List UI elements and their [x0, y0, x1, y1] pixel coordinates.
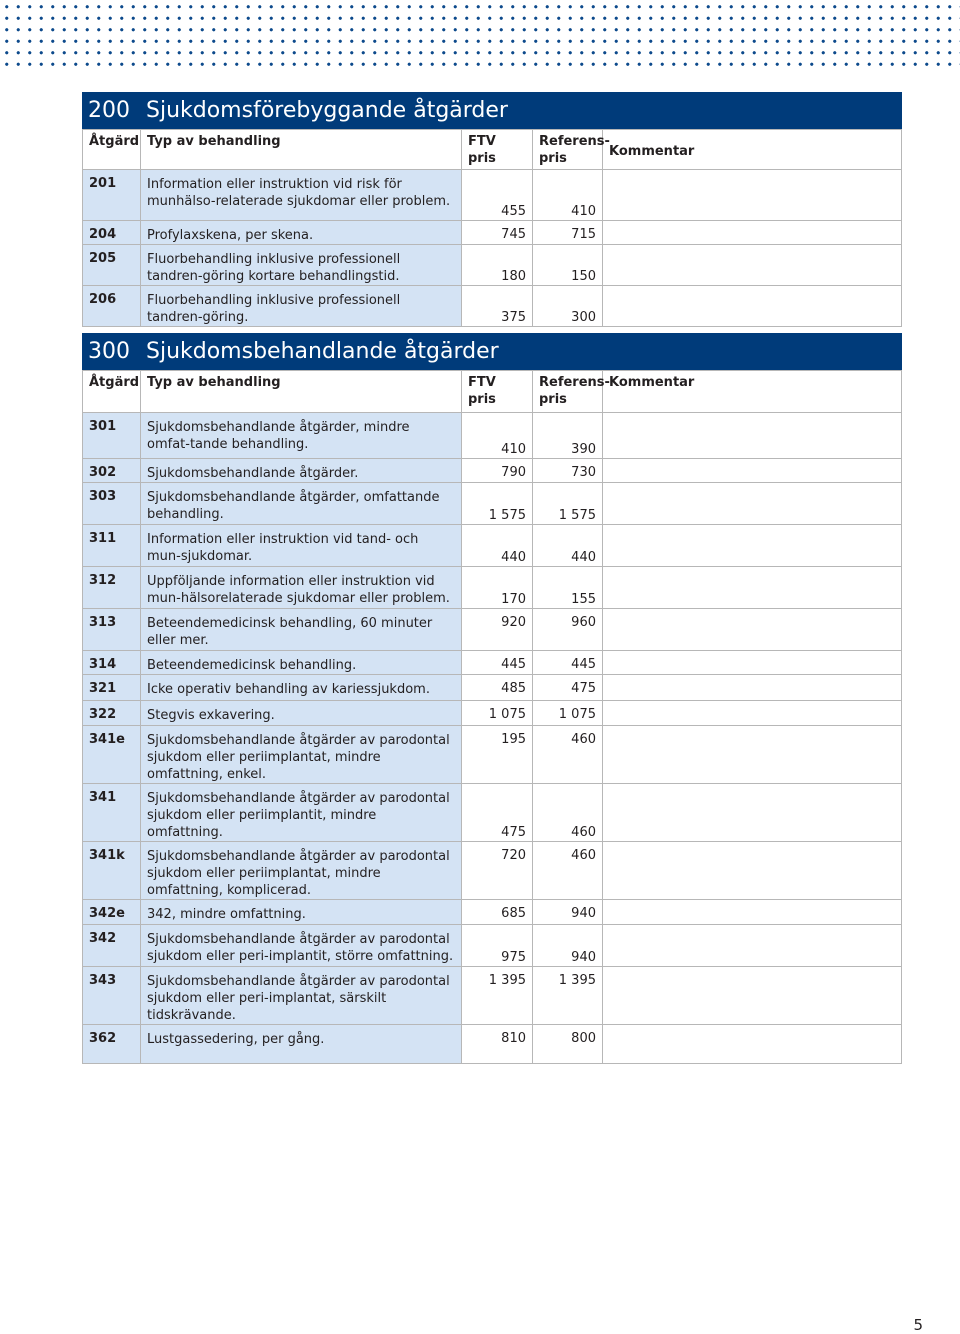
table-row — [83, 842, 902, 900]
row-ftv-price: 375 — [462, 286, 533, 327]
row-description: Sjukdomsbehandlande åtgärder av parodontal sjukdom eller peri-implantat, särskilt tidskrävande. — [141, 967, 462, 1025]
row-ftv-price: 745 — [462, 221, 533, 245]
table-row — [83, 1025, 902, 1064]
row-code: 322 — [83, 701, 141, 726]
row-ftv-price: 195 — [462, 726, 533, 784]
row-description: Beteendemedicinsk behandling, 60 minuter eller mer. — [141, 609, 462, 651]
row-code: 303 — [83, 483, 141, 525]
table-row — [83, 245, 902, 286]
row-ftv-price: 720 — [462, 842, 533, 900]
row-reference-price: 460 — [533, 726, 603, 784]
row-description: Sjukdomsbehandlande åtgärder, omfattande behandling. — [141, 483, 462, 525]
row-reference-price: 155 — [533, 567, 603, 609]
row-code: 341e — [83, 726, 141, 784]
row-comment — [603, 245, 902, 286]
row-code: 204 — [83, 221, 141, 245]
row-description: Sjukdomsbehandlande åtgärder, mindre omfat-tande behandling. — [141, 413, 462, 459]
table-row — [83, 170, 902, 221]
section-header — [82, 92, 902, 129]
table-row — [83, 651, 902, 675]
row-reference-price: 940 — [533, 900, 603, 925]
section-title: Sjukdomsförebyggande åtgärder — [146, 98, 508, 123]
row-reference-price: 410 — [533, 170, 603, 221]
section-title: Sjukdomsbehandlande åtgärder — [146, 339, 499, 364]
row-description: Sjukdomsbehandlande åtgärder av parodontal sjukdom eller periimplantit, mindre omfattning. — [141, 784, 462, 842]
row-comment — [603, 459, 902, 483]
row-comment — [603, 651, 902, 675]
row-comment — [603, 609, 902, 651]
price-table — [82, 370, 902, 1064]
row-description: Sjukdomsbehandlande åtgärder av parodontal sjukdom eller periimplantat, mindre omfattning, enkel. — [141, 726, 462, 784]
row-ftv-price: 455 — [462, 170, 533, 221]
header-desc: Typ av behandling — [141, 130, 462, 170]
section-300 — [82, 333, 902, 1064]
row-reference-price: 475 — [533, 675, 603, 701]
row-ftv-price: 180 — [462, 245, 533, 286]
row-reference-price: 440 — [533, 525, 603, 567]
table-row — [83, 925, 902, 967]
row-code: 201 — [83, 170, 141, 221]
row-code: 321 — [83, 675, 141, 701]
row-description: Uppföljande information eller instruktion vid mun-hälsorelaterade sjukdomar eller problem. — [141, 567, 462, 609]
row-reference-price: 460 — [533, 842, 603, 900]
row-reference-price: 960 — [533, 609, 603, 651]
row-code: 342 — [83, 925, 141, 967]
table-row — [83, 525, 902, 567]
row-comment — [603, 567, 902, 609]
row-comment — [603, 483, 902, 525]
row-code: 362 — [83, 1025, 141, 1064]
row-reference-price: 940 — [533, 925, 603, 967]
row-reference-price: 1 395 — [533, 967, 603, 1025]
table-header-row — [83, 371, 902, 413]
header-code: Åtgärd — [83, 371, 141, 413]
row-ftv-price: 485 — [462, 675, 533, 701]
row-reference-price: 1 575 — [533, 483, 603, 525]
row-ftv-price: 410 — [462, 413, 533, 459]
row-description: Lustgassedering, per gång. — [141, 1025, 462, 1064]
row-comment — [603, 413, 902, 459]
row-comment — [603, 925, 902, 967]
row-reference-price: 730 — [533, 459, 603, 483]
row-reference-price: 390 — [533, 413, 603, 459]
row-code: 302 — [83, 459, 141, 483]
row-code: 343 — [83, 967, 141, 1025]
row-description: Sjukdomsbehandlande åtgärder. — [141, 459, 462, 483]
row-comment — [603, 675, 902, 701]
row-ftv-price: 810 — [462, 1025, 533, 1064]
row-code: 311 — [83, 525, 141, 567]
row-reference-price: 460 — [533, 784, 603, 842]
table-row — [83, 900, 902, 925]
row-description: Information eller instruktion vid risk för munhälso-relaterade sjukdomar eller problem. — [141, 170, 462, 221]
row-comment — [603, 842, 902, 900]
table-row — [83, 701, 902, 726]
row-code: 342e — [83, 900, 141, 925]
row-reference-price: 715 — [533, 221, 603, 245]
row-code: 312 — [83, 567, 141, 609]
header-ref: Referens- pris — [533, 371, 603, 413]
table-header-row — [83, 130, 902, 170]
row-reference-price: 445 — [533, 651, 603, 675]
header-comment: Kommentar — [603, 371, 902, 413]
row-ftv-price: 1 395 — [462, 967, 533, 1025]
table-row — [83, 483, 902, 525]
row-ftv-price: 685 — [462, 900, 533, 925]
row-description: Profylaxskena, per skena. — [141, 221, 462, 245]
row-reference-price: 150 — [533, 245, 603, 286]
row-description: 342, mindre omfattning. — [141, 900, 462, 925]
row-ftv-price: 790 — [462, 459, 533, 483]
header-comment: Kommentar — [603, 130, 902, 170]
section-number: 300 — [88, 339, 130, 364]
row-ftv-price: 440 — [462, 525, 533, 567]
row-ftv-price: 975 — [462, 925, 533, 967]
section-number: 200 — [88, 98, 130, 123]
table-row — [83, 784, 902, 842]
row-comment — [603, 170, 902, 221]
header-ftv: FTV pris — [462, 130, 533, 170]
row-comment — [603, 221, 902, 245]
dotted-pattern-header — [0, 0, 960, 70]
row-description: Sjukdomsbehandlande åtgärder av parodontal sjukdom eller peri-implantit, större omfattning. — [141, 925, 462, 967]
table-row — [83, 726, 902, 784]
header-desc: Typ av behandling — [141, 371, 462, 413]
row-comment — [603, 967, 902, 1025]
row-comment — [603, 726, 902, 784]
row-description: Information eller instruktion vid tand- och mun-sjukdomar. — [141, 525, 462, 567]
table-row — [83, 567, 902, 609]
row-code: 341k — [83, 842, 141, 900]
row-code: 341 — [83, 784, 141, 842]
header-code: Åtgärd — [83, 130, 141, 170]
row-code: 206 — [83, 286, 141, 327]
header-ftv: FTV pris — [462, 371, 533, 413]
row-comment — [603, 286, 902, 327]
row-code: 314 — [83, 651, 141, 675]
row-ftv-price: 920 — [462, 609, 533, 651]
row-reference-price: 1 075 — [533, 701, 603, 726]
row-description: Sjukdomsbehandlande åtgärder av parodontal sjukdom eller periimplantat, mindre omfattning, komplicerad. — [141, 842, 462, 900]
row-code: 205 — [83, 245, 141, 286]
row-ftv-price: 1 575 — [462, 483, 533, 525]
row-description: Beteendemedicinsk behandling. — [141, 651, 462, 675]
row-comment — [603, 900, 902, 925]
row-description: Fluorbehandling inklusive professionell tandren-göring. — [141, 286, 462, 327]
table-row — [83, 675, 902, 701]
table-row — [83, 609, 902, 651]
row-ftv-price: 1 075 — [462, 701, 533, 726]
table-row — [83, 286, 902, 327]
table-row — [83, 413, 902, 459]
price-table — [82, 129, 902, 327]
row-code: 301 — [83, 413, 141, 459]
header-ref: Referens- pris — [533, 130, 603, 170]
table-row — [83, 459, 902, 483]
row-description: Stegvis exkavering. — [141, 701, 462, 726]
row-reference-price: 800 — [533, 1025, 603, 1064]
table-row — [83, 221, 902, 245]
row-comment — [603, 525, 902, 567]
row-ftv-price: 170 — [462, 567, 533, 609]
row-ftv-price: 475 — [462, 784, 533, 842]
row-reference-price: 300 — [533, 286, 603, 327]
page-number: 5 — [913, 1316, 923, 1334]
row-comment — [603, 701, 902, 726]
row-description: Fluorbehandling inklusive professionell tandren-göring kortare behandlingstid. — [141, 245, 462, 286]
row-description: Icke operativ behandling av kariessjukdom. — [141, 675, 462, 701]
section-200 — [82, 92, 902, 327]
table-row — [83, 967, 902, 1025]
row-comment — [603, 784, 902, 842]
row-comment — [603, 1025, 902, 1064]
row-code: 313 — [83, 609, 141, 651]
row-ftv-price: 445 — [462, 651, 533, 675]
section-header — [82, 333, 902, 370]
